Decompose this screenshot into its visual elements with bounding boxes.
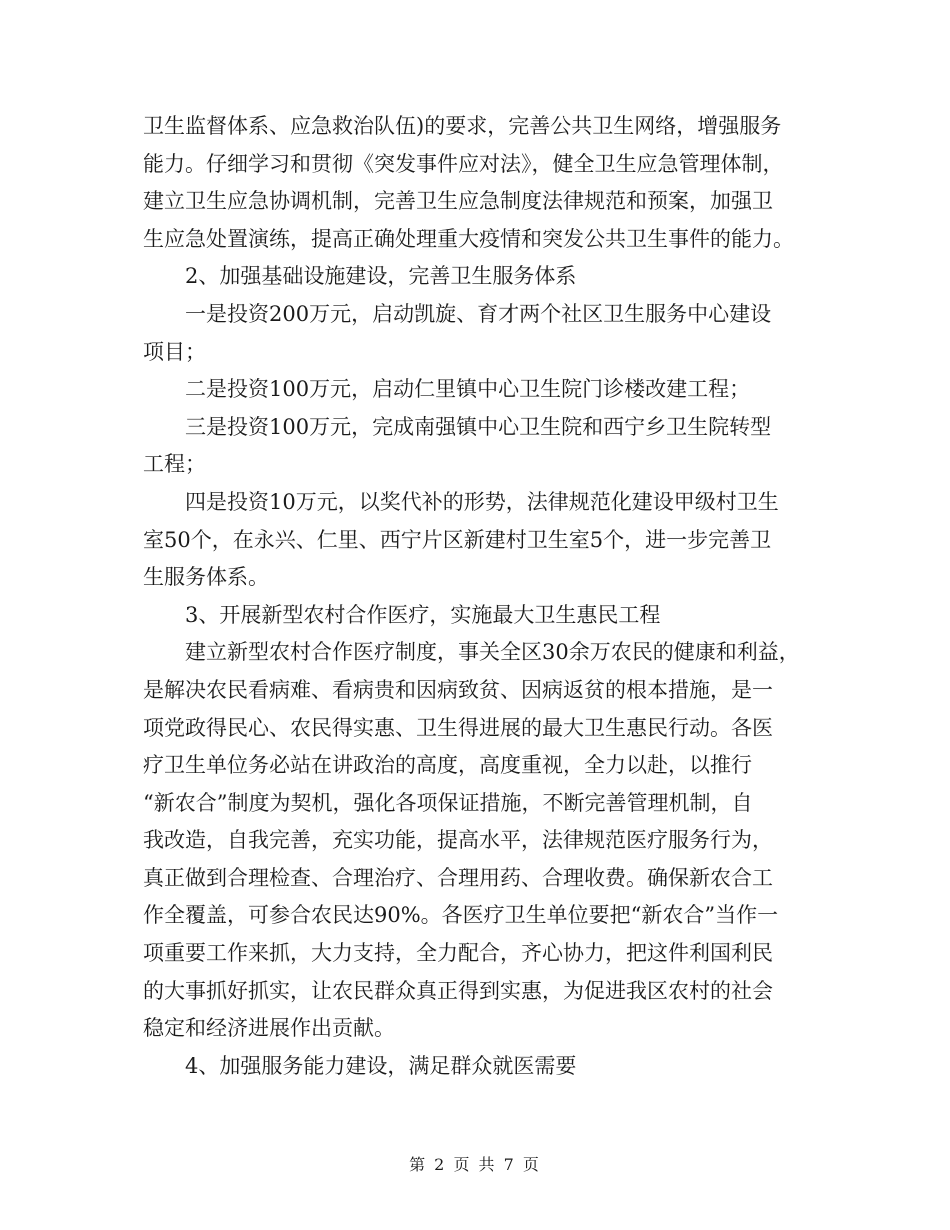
text-line: 作全覆盖，可参合农民达90%。各医疗卫生单位要把“新农合”当作一	[143, 903, 779, 928]
text-line: 项重要工作来抓，大力支持，全力配合，齐心协力，把这件利国利民	[143, 941, 773, 966]
page-number-footer: 第 2 页 共 7 页	[409, 1155, 541, 1174]
text-line: 真正做到合理检查、合理治疗、合理用药、合理收费。确保新农合工	[143, 865, 773, 890]
text-line: 的大事抓好抓实，让农民群众真正得到实惠，为促进我区农村的社会	[143, 978, 773, 1003]
text-line: 项目；	[143, 339, 206, 364]
text-line: 三是投资100万元，完成南强镇中心卫生院和西宁乡卫生院转型	[185, 414, 772, 439]
text-line: 疗卫生单位务必站在讲政治的高度，高度重视，全力以赴，以推行	[143, 753, 752, 778]
text-line: 建立新型农村合作医疗制度，事关全区30余万农民的健康和利益，	[185, 640, 800, 665]
body-text	[143, 108, 811, 1085]
text-line: 一是投资200万元，启动凯旋、育才两个社区卫生服务中心建设	[185, 301, 772, 326]
text-line: 室50个，在永兴、仁里、西宁片区新建村卫生室5个，进一步完善卫	[143, 527, 772, 552]
text-line: “新农合”制度为契机，强化各项保证措施，不断完善管理机制，自	[143, 790, 753, 815]
text-line: 工程；	[143, 452, 206, 477]
text-line: 四是投资10万元，以奖代补的形势，法律规范化建设甲级村卫生	[185, 489, 779, 514]
text-line: 建立卫生应急协调机制，完善卫生应急制度法律规范和预案，加强卫	[143, 189, 773, 214]
text-line: 二是投资100万元，启动仁里镇中心卫生院门诊楼改建工程；	[185, 377, 751, 402]
section-heading: 2、加强基础设施建设，完善卫生服务体系	[185, 264, 577, 289]
text-line: 是解决农民看病难、看病贵和因病致贫、因病返贫的根本措施，是一	[143, 677, 773, 702]
text-line: 生服务体系。	[143, 565, 269, 590]
text-line: 生应急处置演练，提高正确处理重大疫情和突发公共卫生事件的能力。	[143, 226, 794, 251]
text-line: 项党政得民心、农民得实惠、卫生得进展的最大卫生惠民行动。各医	[143, 715, 773, 740]
section-heading: 3、开展新型农村合作医疗，实施最大卫生惠民工程	[185, 602, 661, 627]
section-heading: 4、加强服务能力建设，满足群众就医需要	[185, 1053, 577, 1078]
text-line: 稳定和经济进展作出贡献。	[143, 1016, 395, 1041]
text-line: 卫生监督体系、应急救治队伍)的要求，完善公共卫生网络，增强服务	[143, 114, 782, 138]
text-line: 我改造，自我完善，充实功能，提高水平，法律规范医疗服务行为，	[143, 828, 773, 853]
text-line: 能力。仔细学习和贯彻《突发事件应对法》，健全卫生应急管理体制，	[143, 151, 784, 176]
